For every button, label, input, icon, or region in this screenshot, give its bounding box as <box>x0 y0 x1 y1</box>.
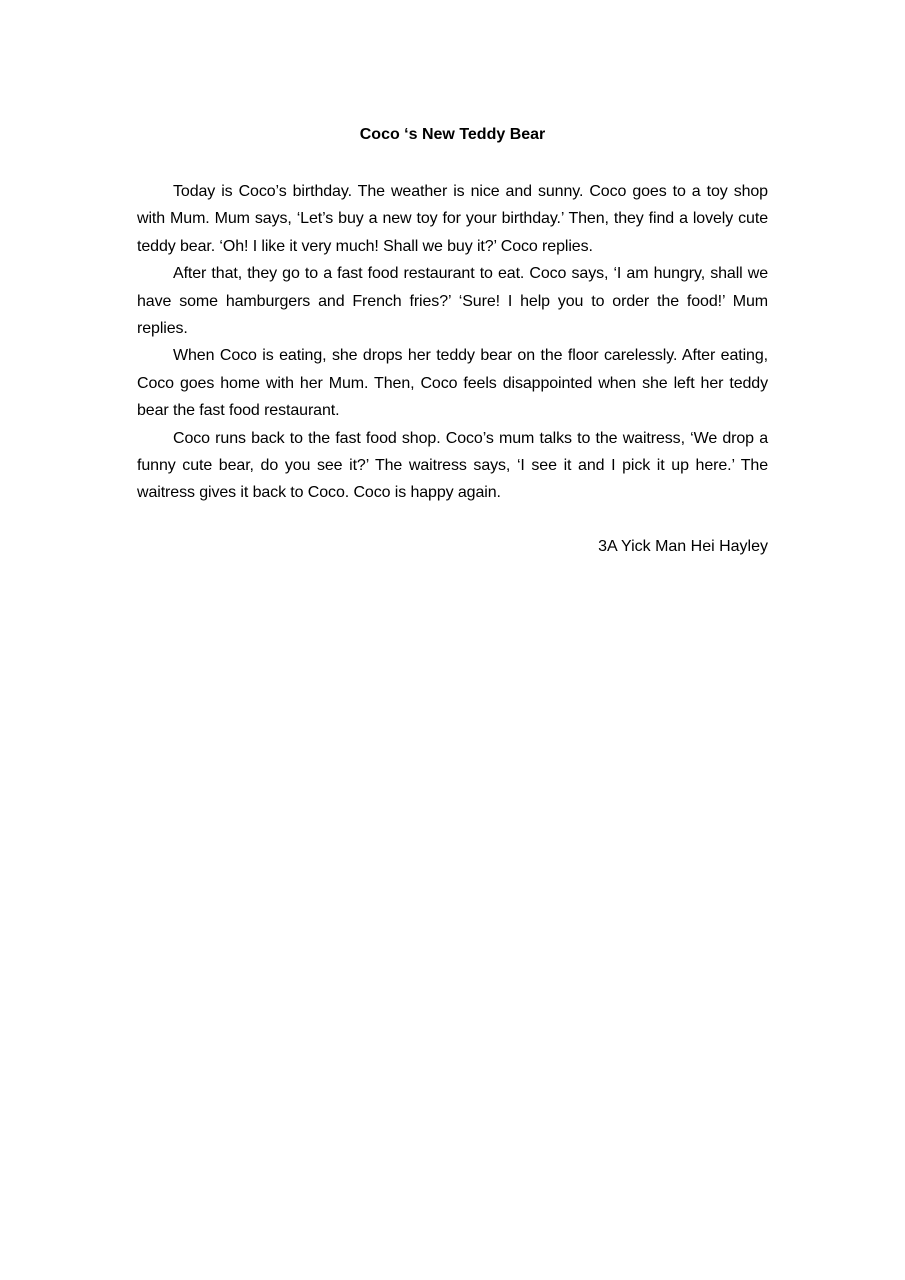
author-signature: 3A Yick Man Hei Hayley <box>598 537 768 555</box>
document-content <box>137 124 768 560</box>
paragraph-1: Today is Coco’s birthday. The weather is nice and sunny. Coco goes to a toy shop with Mum. Mum says, ‘Let’s buy a new toy for your birthday.’ Then, they find a lovely cute teddy bear. ‘Oh! I like it very much! Shall we buy it?’ Coco replies. <box>137 183 768 255</box>
paragraph-3: When Coco is eating, she drops her teddy bear on the floor carelessly. After eating, Coco goes home with her Mum. Then, Coco feels disappointed when she left her teddy bear the fast food restaurant. <box>137 347 768 420</box>
story-body <box>137 178 768 507</box>
paragraph-2: After that, they go to a fast food restaurant to eat. Coco says, ‘I am hungry, shall we have some hamburgers and French fries?’ ‘Sure! I help you to order the food!’ Mum replies. <box>137 265 768 338</box>
document-title: Coco ‘s New Teddy Bear <box>359 126 546 143</box>
paragraph-4: Coco runs back to the fast food shop. Coco’s mum talks to the waitress, ‘We drop a funny cute bear, do you see it?’ The waitress says, ‘I see it and I pick it up here.’ The waitress gives it back to Coco. Coco is happy again. <box>137 429 768 502</box>
